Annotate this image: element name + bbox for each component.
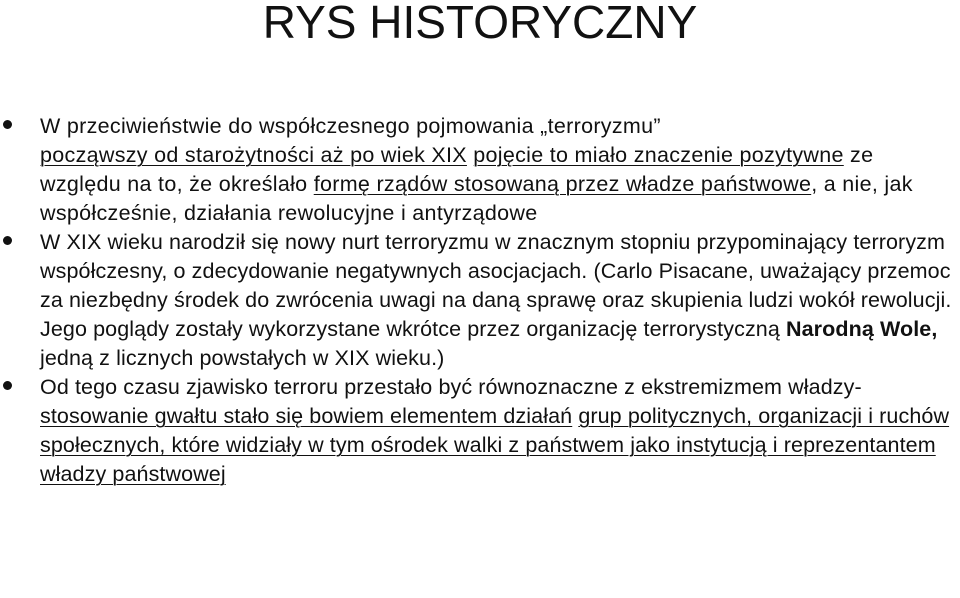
bullet-1-underlined-positive-meaning: pojęcie to miało znaczenie pozytywne xyxy=(473,143,844,167)
bullet-1-text-3: , a nie, jak współcześnie, działania rewolucyjne i antyrządowe xyxy=(40,172,913,225)
bullet-2-text-1: W XIX wieku narodził się nowy nurt terroryzmu w znacznym stopniu przypominający terroryzm współczesny, o zdecydowanie negatywnych asocjacjach. (Carlo Pisacane, uważający przemoc za niezbędny środek do zwrócenia uwagi na daną sprawę oraz skupienia ludzi wokół rewolucji. Jego poglądy zostały wykorzystane wkrótce przez organizację terrorystyczną xyxy=(40,230,952,341)
bullet-item-3 xyxy=(0,373,960,489)
bullet-list xyxy=(0,112,960,489)
bullet-dot-icon xyxy=(3,236,12,245)
bullet-3-text-1: Od tego czasu zjawisko terroru przestało być równoznaczne z ekstremizmem władzy- xyxy=(40,375,862,399)
bullet-dot-icon xyxy=(3,381,12,390)
bullet-dot-icon xyxy=(3,120,12,129)
slide-title: RYS HISTORYCZNY xyxy=(262,0,698,48)
bullet-2-bold-narodna-wola: Narodną Wole, xyxy=(786,317,938,341)
bullet-1-underlined-antiquity: począwszy od starożytności aż po wiek XIX xyxy=(40,143,467,167)
bullet-1-text-1: W przeciwieństwie do współczesnego pojmowania „terroryzmu” xyxy=(40,114,661,138)
bullet-1-underlined-form-of-rule: formę rządów stosowaną przez władze państwowe xyxy=(313,172,812,196)
bullet-item-2 xyxy=(0,228,960,373)
bullet-item-1 xyxy=(0,112,960,228)
bullet-2-text-2: jedną z licznych powstałych w XIX wieku.) xyxy=(40,346,445,370)
bullet-3-underlined-violence: stosowanie gwałtu stało się bowiem elementem działań xyxy=(40,404,573,428)
bullet-1-text-2: ze względu na to, że określało xyxy=(40,143,874,196)
bullet-3-underlined-groups: grup politycznych, organizacji i ruchów społecznych, które widziały w tym ośrodek walki z państwem jako instytucją i reprezentantem władzy państwowej xyxy=(40,404,950,486)
